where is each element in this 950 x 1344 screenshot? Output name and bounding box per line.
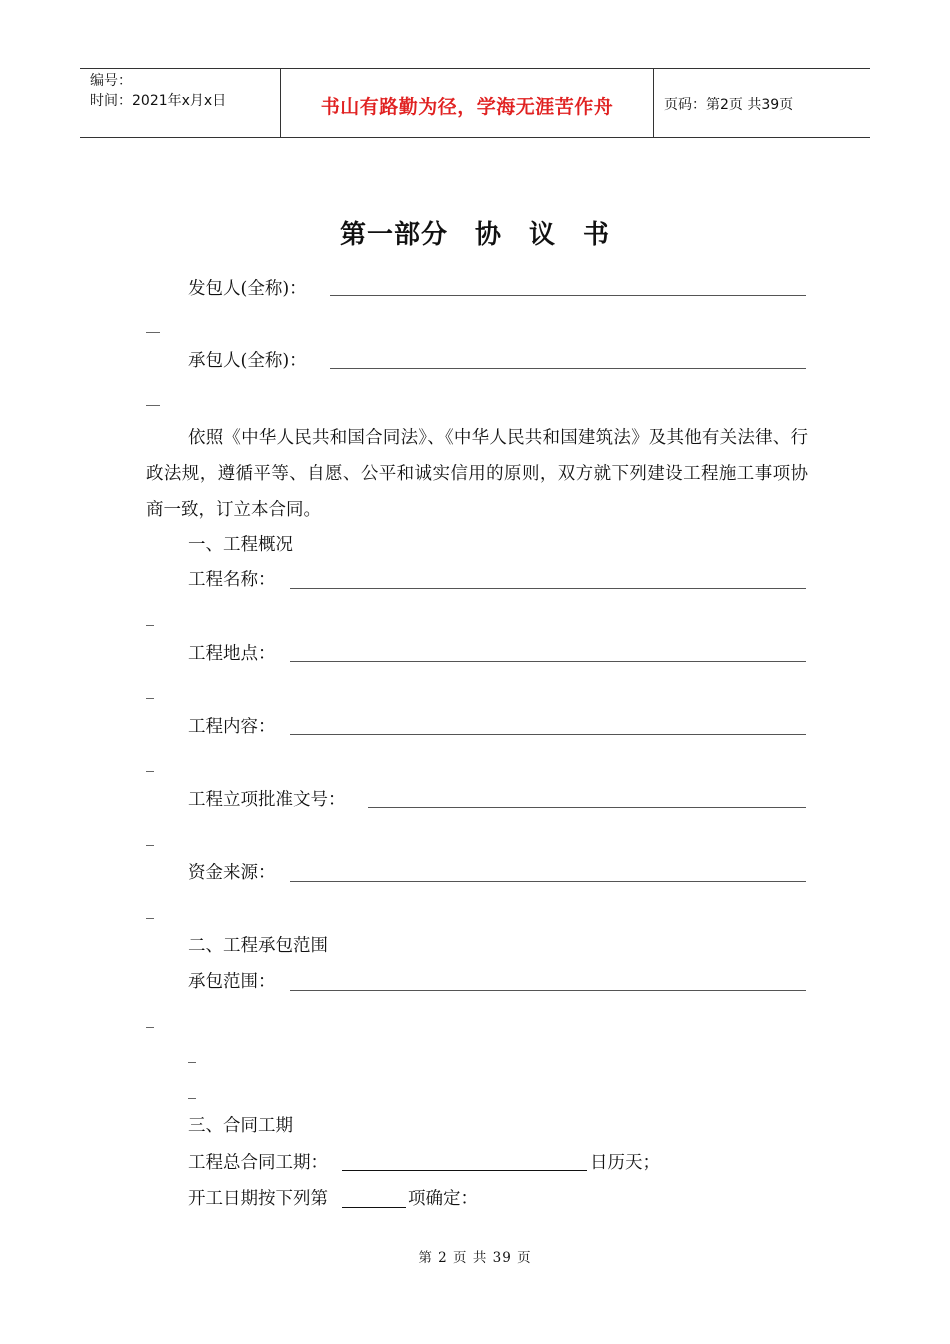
funding-source-label: 资金来源： — [188, 863, 276, 883]
project-location-blank[interactable] — [290, 661, 806, 662]
total-period-suffix: 日历天； — [590, 1153, 660, 1173]
line-continuation — [146, 332, 160, 333]
start-date-label: 开工日期按下列第 — [188, 1189, 328, 1209]
line-continuation — [146, 698, 154, 699]
employer-label: 发包人(全称)： — [188, 279, 307, 299]
line-continuation — [146, 625, 154, 626]
section-heading-overview: 一、工程概况 — [188, 535, 293, 555]
header-motto: 书山有路勤为径，学海无涯苦作舟 — [281, 69, 654, 137]
page-header — [80, 68, 870, 138]
section-heading-scope: 二、工程承包范围 — [188, 936, 328, 956]
start-date-suffix: 项确定： — [408, 1189, 478, 1209]
document-number-label: 编号： — [90, 73, 132, 89]
project-location-label: 工程地点： — [188, 644, 276, 664]
approval-number-label: 工程立项批准文号： — [188, 790, 346, 810]
contractor-label: 承包人(全称)： — [188, 351, 307, 371]
line-continuation — [146, 918, 154, 919]
project-content-label: 工程内容： — [188, 717, 276, 737]
blank-line-marker[interactable] — [188, 1062, 196, 1063]
document-title: 第一部分 协 议 书 — [339, 220, 610, 250]
approval-number-blank[interactable] — [368, 807, 806, 808]
total-period-blank[interactable] — [342, 1170, 587, 1171]
line-continuation — [146, 405, 160, 406]
project-content-blank[interactable] — [290, 734, 806, 735]
header-page-number: 页码：第2页 共39页 — [664, 97, 794, 113]
project-name-label: 工程名称： — [188, 570, 276, 590]
header-meta — [80, 69, 281, 137]
line-continuation — [146, 771, 154, 772]
project-name-blank[interactable] — [290, 588, 806, 589]
start-date-item-blank[interactable] — [342, 1207, 406, 1208]
line-continuation — [146, 845, 154, 846]
contract-scope-label: 承包范围： — [188, 972, 276, 992]
employer-blank[interactable] — [330, 295, 806, 296]
section-heading-duration: 三、合同工期 — [188, 1116, 293, 1136]
funding-source-blank[interactable] — [290, 881, 806, 882]
contractor-blank[interactable] — [330, 368, 806, 369]
page-footer: 第 2 页 共 39 页 — [418, 1250, 532, 1266]
blank-line-marker[interactable] — [188, 1098, 196, 1099]
total-period-label: 工程总合同工期： — [188, 1153, 328, 1173]
contract-scope-blank[interactable] — [290, 990, 806, 991]
document-time-label: 时间：2021年x月x日 — [90, 93, 227, 109]
preamble-paragraph: 依照《中华人民共和国合同法》、《中华人民共和国建筑法》及其他有关法律、行政法规，遵循平等、自愿、公平和诚实信用的原则，双方就下列建设工程施工事项协商一致，订立本合同。 — [146, 428, 808, 520]
line-continuation — [146, 1027, 154, 1028]
